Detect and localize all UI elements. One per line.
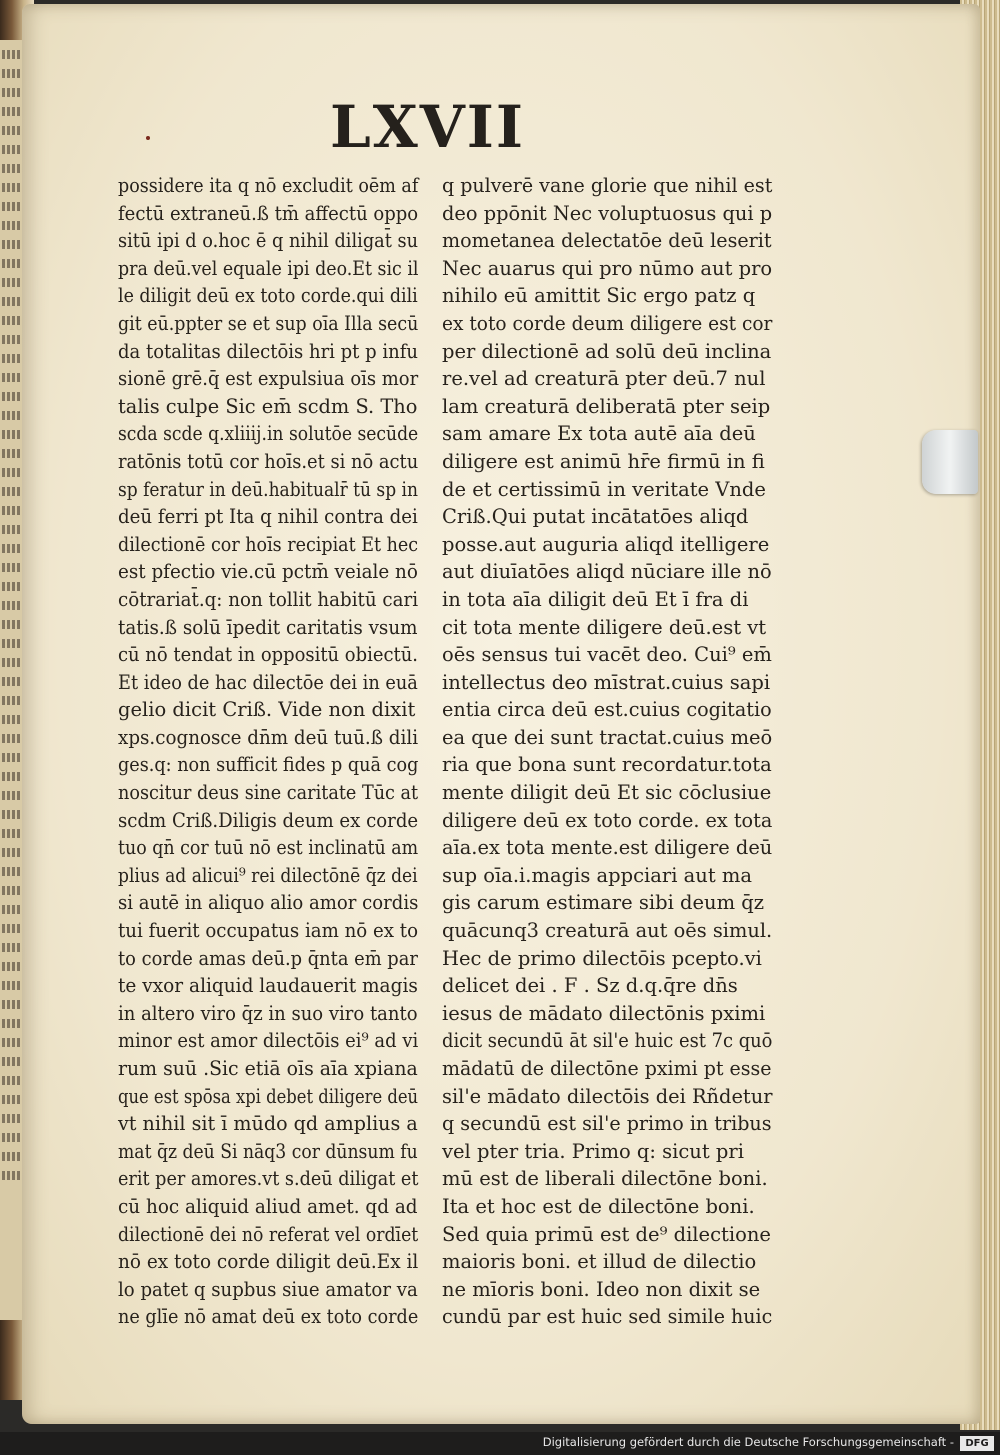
previous-page-line <box>2 145 23 154</box>
ornament-dot <box>146 136 150 140</box>
previous-page-line <box>2 221 23 230</box>
previous-page-line <box>2 1057 23 1066</box>
text-line: ges.q: non sufficit fides p quā cog <box>118 753 419 777</box>
previous-page-line <box>2 601 23 610</box>
text-line: in tota aīa diligit deū Et ī fra di <box>442 587 749 611</box>
previous-page-line <box>2 1019 23 1028</box>
previous-page-line <box>2 316 23 325</box>
text-line: deū ferri pt Ita q nihil contra dei <box>118 505 418 529</box>
previous-page-line <box>2 107 23 116</box>
text-line: posse.aut auguria aliqd itelligere <box>442 532 770 556</box>
previous-page-line <box>2 468 23 477</box>
text-line: dilectionē cor hoīs recipiat Et hec <box>118 532 419 556</box>
text-line: rum suū .Sic etiā oīs aīa xpiana <box>118 1057 418 1080</box>
text-line: nihilo eū amittit Sic ergo patz q <box>442 284 756 308</box>
text-line: cit tota mente diligere deū.est vt <box>442 615 767 639</box>
previous-page-line <box>2 50 23 59</box>
text-line: to corde amas deū.p q̄nta em̄ par <box>118 946 418 970</box>
text-line: fectū extraneū.ß tm̄ affectū oppo <box>118 201 419 225</box>
previous-page-line <box>2 563 23 572</box>
previous-page-line <box>2 658 23 667</box>
text-line: ex toto corde deum diligere est cor <box>442 311 773 335</box>
previous-page-line <box>2 1152 23 1161</box>
previous-page-line <box>2 88 23 97</box>
text-line: Ita et hoc est de dilectōne boni. <box>442 1194 755 1218</box>
page-clip <box>922 430 978 494</box>
text-line: mente diligit deū Et sic cōclusiue <box>442 781 772 805</box>
text-line: iesus de mādato dilectōnis pximi <box>442 1001 766 1025</box>
text-line: sp feratur in deū.habitualr̄ tū sp in <box>118 477 418 501</box>
text-line: mat q̄z deū Si nāq3 cor dūnsum fu <box>118 1139 418 1163</box>
previous-page-line <box>2 278 23 287</box>
text-line: git eū.ppter se et sup oīa Illa secū <box>118 311 419 335</box>
previous-page-line <box>2 411 23 420</box>
text-line: tuo qn̄ cor tuū nō est inclinatū am <box>118 836 419 860</box>
previous-page-line <box>2 829 23 838</box>
text-line: nō ex toto corde diligit deū.Ex il <box>118 1250 419 1274</box>
text-line: mū est de liberali dilectōne boni. <box>442 1167 768 1191</box>
previous-page-line <box>2 544 23 553</box>
previous-page-line <box>2 126 23 135</box>
text-line: diligere est animū hr̄e firmū in fi <box>442 449 765 473</box>
previous-page-line <box>2 981 23 990</box>
text-line: sionē grē.q̄ est expulsiua oīs mor <box>118 367 419 391</box>
text-line: talis culpe Sic em̄ scdm S. Tho <box>118 394 418 418</box>
text-line: possidere ita q nō excludit oēm af <box>118 174 419 197</box>
text-line: si autē in aliquo alio amor cordis <box>118 891 419 915</box>
text-line: vt nihil sit ī mūdo qd amplius a <box>118 1112 418 1136</box>
text-line: re.vel ad creaturā pter deū.7 nul <box>442 367 766 391</box>
text-line: Et ideo de hac dilectōe dei in euā <box>118 670 418 694</box>
text-line: gelio dicit Criß. Vide non dixit <box>118 698 416 722</box>
text-line: scda scde q.xliiij.in solutōe secūde <box>118 422 419 446</box>
text-line: tatis.ß solū īpedit caritatis vsum <box>118 615 418 639</box>
text-line: delicet dei . F . Sz d.q.q̄re dn̄s <box>442 974 738 998</box>
text-line: dicit secundū āt sil'e huic est 7c quō <box>442 1029 773 1053</box>
previous-page-line <box>2 1114 23 1123</box>
previous-page-line <box>2 867 23 876</box>
previous-page-line <box>2 335 23 344</box>
text-line: cū nō tendat in oppositū obiectū. <box>118 643 418 667</box>
text-line: sup oīa.i.magis appciari aut ma <box>442 863 752 887</box>
text-line: cū hoc aliquid aliud amet. qd ad <box>118 1194 418 1218</box>
text-line: tui fuerit occupatus iam nō ex to <box>118 919 419 943</box>
previous-page-line <box>2 715 23 724</box>
previous-page-line <box>2 240 23 249</box>
previous-page-line <box>2 297 23 306</box>
text-line: aut diuīatōes aliqd nūciare ille nō <box>442 560 772 584</box>
text-line: te vxor aliquid laudauerit magis <box>118 974 418 998</box>
previous-page-line <box>2 734 23 743</box>
text-line: da totalitas dilectōis hri pt p infu <box>118 339 418 363</box>
text-line: mometanea delectatōe deū leserit <box>442 229 772 253</box>
folio-number: LXVII <box>330 93 526 161</box>
text-line: maioris boni. et illud de dilectio <box>442 1250 757 1274</box>
previous-page-line <box>2 772 23 781</box>
previous-page-line <box>2 164 23 173</box>
text-line: q pulverē vane glorie que nihil est <box>442 174 773 197</box>
text-line: sam amare Ex tota autē aīa deū <box>442 422 756 446</box>
text-column-right <box>442 172 772 1331</box>
previous-page-line <box>2 202 23 211</box>
previous-page-line <box>2 1000 23 1009</box>
previous-page-line <box>2 753 23 762</box>
text-line: est pfectio vie.cū pctm̄ veiale nō <box>118 560 418 584</box>
previous-page-line <box>2 1038 23 1047</box>
text-line: aīa.ex tota mente.est diligere deū <box>442 836 773 860</box>
text-line: oēs sensus tui vacēt deo. Cui⁹ em̄ <box>442 643 772 667</box>
footer-bar <box>0 1432 1000 1455</box>
text-line: ratōnis totū cor hoīs.et si nō actu <box>118 449 419 473</box>
previous-page-line <box>2 1095 23 1104</box>
text-line: ne glīe nō amat deū ex toto corde <box>118 1305 419 1329</box>
dfg-logo: DFG <box>960 1436 994 1451</box>
previous-page-line <box>2 943 23 952</box>
previous-page-line <box>2 810 23 819</box>
text-line: diligere deū ex toto corde. ex tota <box>442 808 773 832</box>
text-line: ea que dei sunt tractat.cuius meō <box>442 725 773 749</box>
previous-page-line <box>2 962 23 971</box>
previous-page-line <box>2 886 23 895</box>
previous-page-line <box>2 582 23 591</box>
text-line: de et certissimū in veritate Vnde <box>442 477 766 501</box>
previous-page-line <box>2 1171 23 1180</box>
text-line: gis carum estimare sibi deum q̄z <box>442 891 765 915</box>
previous-page-line <box>2 924 23 933</box>
text-line: que est spōsa xpi debet diligere deū <box>118 1084 419 1108</box>
text-line: quācunq3 creaturā aut oēs simul. <box>442 919 773 943</box>
text-line: xps.cognosce dn̄m deū tuū.ß dili <box>118 725 419 749</box>
previous-page-line <box>2 696 23 705</box>
text-line: intellectus deo mīstrat.cuius sapi <box>442 670 771 694</box>
previous-page-line <box>2 183 23 192</box>
text-line: plius ad alicui⁹ rei dilectōnē q̄z dei <box>118 863 418 887</box>
text-line: cōtrariat̄.q: non tollit habitū cari <box>118 587 419 611</box>
text-line: scdm Criß.Diligis deum ex corde <box>118 808 419 832</box>
text-line: sitū ipi d o.hoc ē q nihil diligat̄ su <box>118 229 419 253</box>
previous-page-line <box>2 69 23 78</box>
text-line: Hec de primo dilectōis pcepto.vi <box>442 946 762 970</box>
previous-page-line <box>2 373 23 382</box>
previous-page-line <box>2 430 23 439</box>
previous-page-line <box>2 677 23 686</box>
previous-page-line <box>2 848 23 857</box>
text-line: mādatū de dilectōne pximi pt esse <box>442 1057 772 1080</box>
text-line: minor est amor dilectōis ei⁹ ad vi <box>118 1029 419 1053</box>
previous-page-line <box>2 639 23 648</box>
previous-page-line <box>2 620 23 629</box>
text-line: dilectionē dei nō referat vel ordīet <box>118 1222 419 1246</box>
text-line: lo patet q supbus siue amator va <box>118 1277 418 1301</box>
previous-page-line <box>2 525 23 534</box>
text-line: Criß.Qui putat incātatōes aliqd <box>442 505 749 529</box>
text-column-left <box>118 172 418 1331</box>
text-line: noscitur deus sine caritate Tūc at <box>118 781 419 805</box>
previous-page-line <box>2 905 23 914</box>
previous-page-line <box>2 259 23 268</box>
previous-page-line <box>2 1133 23 1142</box>
text-line: cundū par est huic sed simile huic <box>442 1305 773 1329</box>
previous-page-line <box>2 354 23 363</box>
text-line: Sed quia primū est de⁹ dilectione <box>442 1222 771 1246</box>
text-line: in altero viro q̄z in suo viro tanto <box>118 1001 418 1025</box>
previous-page-line <box>2 487 23 496</box>
previous-page-line <box>2 506 23 515</box>
footer-credit: Digitalisierung gefördert durch die Deutsche Forschungsgemeinschaft - <box>542 1435 954 1449</box>
text-line: deo ppōnit Nec voluptuosus qui p <box>442 201 773 225</box>
previous-page-line <box>2 1076 23 1085</box>
text-line: q secundū est sil'e primo in tribus <box>442 1112 772 1136</box>
text-line: erit per amores.vt s.deū diligat et <box>118 1167 419 1191</box>
text-line: pra deū.vel equale ipi deo.Et sic il <box>118 256 419 280</box>
text-line: per dilectionē ad solū deū inclina <box>442 339 772 363</box>
text-line: sil'e mādato dilectōis dei Rñdetur <box>442 1084 773 1108</box>
text-line: ria que bona sunt recordatur.tota <box>442 753 772 777</box>
previous-page-line <box>2 449 23 458</box>
previous-page-line <box>2 392 23 401</box>
text-line: Nec auarus qui pro nūmo aut pro <box>442 256 773 280</box>
previous-page-line <box>2 791 23 800</box>
text-line: entia circa deū est.cuius cogitatio <box>442 698 772 722</box>
text-line: ne mīoris boni. Ideo non dixit se <box>442 1277 761 1301</box>
text-line: vel pter tria. Primo q: sicut pri <box>442 1139 744 1163</box>
text-line: lam creaturā deliberatā pter seip <box>442 394 771 418</box>
text-line: le diligit deū ex toto corde.qui dili <box>118 284 418 308</box>
